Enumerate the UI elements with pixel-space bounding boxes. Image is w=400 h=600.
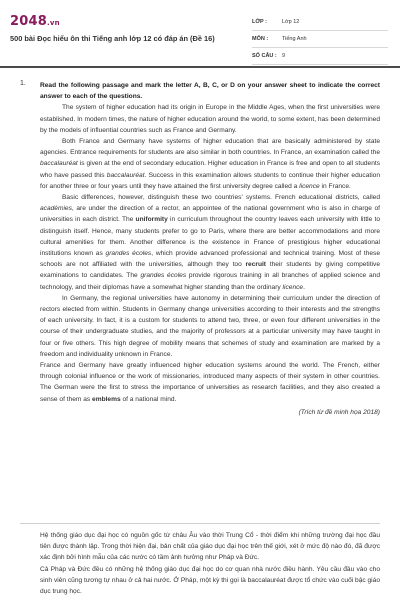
document-title: 500 bài Đọc hiểu ôn thi Tiếng anh lớp 12 có đáp án (Đề 16) — [10, 34, 215, 43]
meta-value-subject: Tiếng Anh — [282, 36, 307, 42]
passage-paragraph-2: Both France and Germany have systems of higher education that are basically administered by state agencies. Entrance requirements for students are also similar in both countries. In France, an examination called the baccalauréat is given at the end of secondary education. Higher education in France is free and open to all students who have passed this baccalauréat. Success in this examination allows students to continue their higher education for another three or four years until they have attained the first university degree called a licence in France. — [40, 138, 381, 190]
question-body — [40, 80, 380, 418]
header-divider — [0, 66, 400, 68]
passage-paragraph-5: France and Germany have greatly influenced higher education systems around the world. The French, either through colonial influence or the work of missionaries, introduced many aspects of their system in other countries. The German were the first to stress the importance of universities as research facilities, and they also created a sense of them as emblems of a national mind. — [40, 362, 380, 403]
keyword-uniformity: uniformity — [135, 216, 168, 224]
passage-paragraph-4: In Germany, the regional universities have autonomy in determining their curriculum under the direction of rectors elected from within. Students in Germany change universities according to their interests and the strengths of each university. In fact, it is a custom for students to attend two, three, or even four different universities in the course of their undergraduate studies, and the majority of professors at a particular university may have taught in four or five others. This high degree of mobility means that schemes of study and examination are marked by a freedom and individuality unknown in France. — [40, 294, 380, 358]
site-logo[interactable] — [10, 14, 60, 29]
page-header — [0, 0, 400, 72]
translation-divider — [20, 523, 380, 524]
logo-main: 2048 — [10, 14, 47, 29]
meta-row-subject — [252, 31, 388, 48]
passage-source: (Trích từ đề minh họa 2018) — [298, 408, 380, 416]
meta-value-question-count: 9 — [282, 53, 286, 59]
meta-row-question-count — [252, 48, 388, 65]
meta-row-class — [252, 14, 388, 31]
meta-label-question-count: SỐ CÂU : — [252, 53, 277, 59]
document-meta — [252, 14, 388, 65]
passage-paragraph-1: The system of higher education had its origin in Europe in the Middle Ages, when the first universities were established. In modern times, the nature of higher education around the world, to some extent, has been determined by the models of influential countries such as France and Germany. — [40, 104, 380, 134]
passage-paragraph-3: Basic differences, however, distinguish these two countries' systems. French educational districts, called académies, are under the direction of a rector, an appointee of the national government who is also in charge of universities in each district. The uniformity in curriculum throughout the country leaves each university with little to distinguish itself. Hence, many students prefer to go to Paris, where there are better accommodations and more cultural amenities for them. Another difference is the existence in France of prestigious higher educational institutions known as grandes écoles, which provide advanced professional and technical training. Most of these schools are not affiliated with the universities, although they too recruit their students by giving competitive examinations to candidates. The grandes écoles provide rigorous training in all branches of applied science and technology, and their diplomas have a somewhat higher standing than the ordinary licence. — [40, 194, 381, 291]
meta-label-subject: MÔN : — [252, 36, 269, 42]
meta-label-class: LỚP : — [252, 19, 267, 25]
meta-value-class: Lớp 12 — [282, 19, 300, 25]
keyword-emblems: emblems — [92, 395, 121, 403]
translation-paragraph-2: Cả Pháp và Đức đều có những hệ thống giáo dục đại học do cơ quan nhà nước điều hành. Yêu cầu đầu vào cho sinh viên cũng tương tự nhau ở cả hai nước. Ở Pháp, một kỳ thi gọi là baccalauréat được tổ chức vào cuối bậc giáo dục trung học. — [40, 565, 380, 596]
question-number: 1. — [20, 80, 26, 87]
keyword-recruit: recruit — [245, 261, 267, 269]
question-instruction: Read the following passage and mark the letter A, B, C, or D on your answer sheet to indicate the correct answer to each of the questions. — [40, 82, 380, 101]
translation-body — [40, 530, 380, 597]
logo-tld: .vn — [46, 19, 60, 27]
translation-paragraph-1: Hệ thống giáo dục đại học có nguồn gốc từ châu Âu vào thời Trung Cổ - thời điểm khi những trường đại học đầu tiên được thành lập. Trong thời hiện đại, bản chất của giáo dục đại học trên thế giới, xét ở mức độ nào đó, đã được xác định bởi hình mẫu của các nước có tầm ảnh hưởng như Pháp và Đức. — [40, 532, 380, 562]
